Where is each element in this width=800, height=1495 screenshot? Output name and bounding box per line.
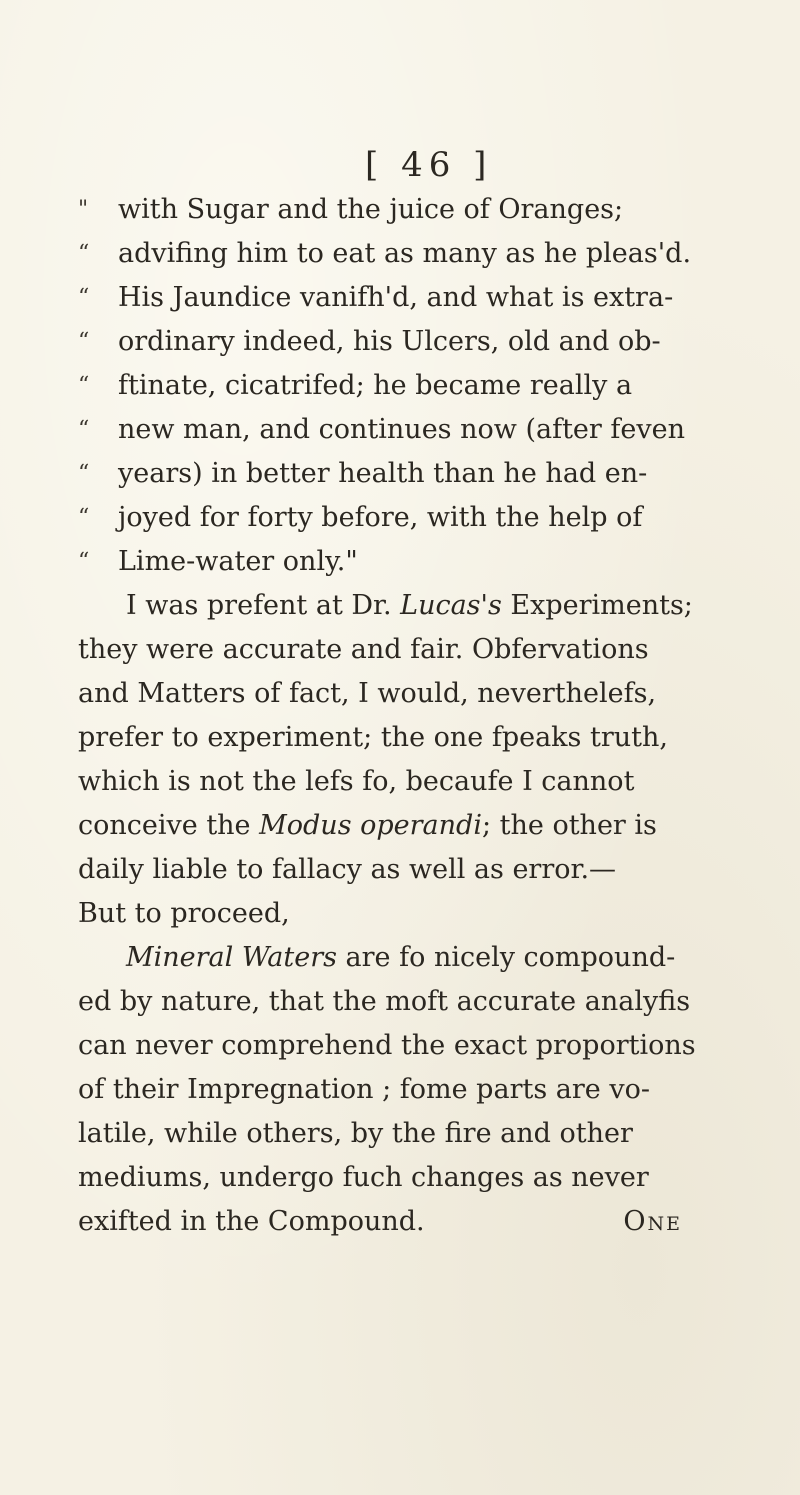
paragraph-experiments <box>78 584 738 936</box>
paragraph-line: prefer to experiment; the one fpeaks truth, <box>78 722 668 753</box>
quote-line-text: joyed for forty before, with the help of <box>118 502 643 533</box>
paragraph-line: they were accurate and fair. Obfervations <box>78 634 649 665</box>
paragraph-line: mediums, undergo fuch changes as never <box>78 1162 649 1193</box>
paragraph-line: of their Impregnation ; fome parts are vo- <box>78 1074 650 1105</box>
italic-name: Lucas's <box>400 590 502 621</box>
paragraph-line: and Matters of fact, I would, neverthelefs, <box>78 678 657 709</box>
quote-mark: “ <box>78 461 90 486</box>
text-run: Experiments; <box>501 590 693 621</box>
paragraph-line: But to proceed, <box>78 898 290 929</box>
italic-phrase: Mineral Waters <box>126 942 337 973</box>
text-run: conceive the <box>78 810 260 841</box>
page-text <box>78 188 738 1244</box>
quote-line-text: ftinate, cicatrifed; he became really a <box>118 370 633 401</box>
quote-line <box>78 320 738 364</box>
quote-mark: “ <box>78 241 90 266</box>
paragraph-line <box>78 584 738 628</box>
quote-line-text: Lime-water only." <box>118 546 358 577</box>
quote-mark: “ <box>78 373 90 398</box>
text-run: are fo nicely compound- <box>336 942 676 973</box>
quote-mark: “ <box>78 329 90 354</box>
quote-line <box>78 408 738 452</box>
text-run: exifted in the Compound. <box>78 1206 425 1237</box>
quote-line <box>78 540 738 584</box>
paragraph-line: which is not the lefs fo, becaufe I cannot <box>78 766 635 797</box>
text-run: I was prefent at Dr. <box>126 590 401 621</box>
paragraph-line: can never comprehend the exact proportions <box>78 1030 696 1061</box>
page-number: [ 46 ] <box>365 145 493 185</box>
text-run: ; the other is <box>481 810 657 841</box>
quote-line <box>78 496 738 540</box>
quote-line-text: new man, and continues now (after feven <box>118 414 685 445</box>
quote-line <box>78 364 738 408</box>
quote-mark: “ <box>78 505 90 530</box>
paragraph-line: latile, while others, by the fire and other <box>78 1118 633 1149</box>
quote-mark: “ <box>78 549 90 574</box>
quote-line <box>78 232 738 276</box>
quote-line-text: with Sugar and the juice of Oranges; <box>118 194 624 225</box>
catchword: One <box>623 1206 682 1237</box>
quote-line-text: years) in better health than he had en- <box>118 458 648 489</box>
quote-line-text: ordinary indeed, his Ulcers, old and ob- <box>118 326 661 357</box>
quote-mark: “ <box>78 285 90 310</box>
quote-line-text: His Jaundice vanifh'd, and what is extra- <box>118 282 674 313</box>
paragraph-mineral-waters <box>78 936 738 1244</box>
quote-line <box>78 276 738 320</box>
quote-line <box>78 452 738 496</box>
paragraph-line <box>78 1200 738 1244</box>
paragraph-line: ed by nature, that the moft accurate analyfis <box>78 986 691 1017</box>
quote-mark: " <box>78 197 89 222</box>
quote-mark: “ <box>78 417 90 442</box>
paragraph-line <box>78 804 738 848</box>
paragraph-line <box>78 936 738 980</box>
quoted-passage <box>78 188 738 584</box>
paragraph-line: daily liable to fallacy as well as error.— <box>78 854 617 885</box>
quote-line-text: advifing him to eat as many as he pleas'd. <box>118 238 692 269</box>
italic-phrase: Modus operandi <box>259 810 482 841</box>
quote-line <box>78 188 738 232</box>
